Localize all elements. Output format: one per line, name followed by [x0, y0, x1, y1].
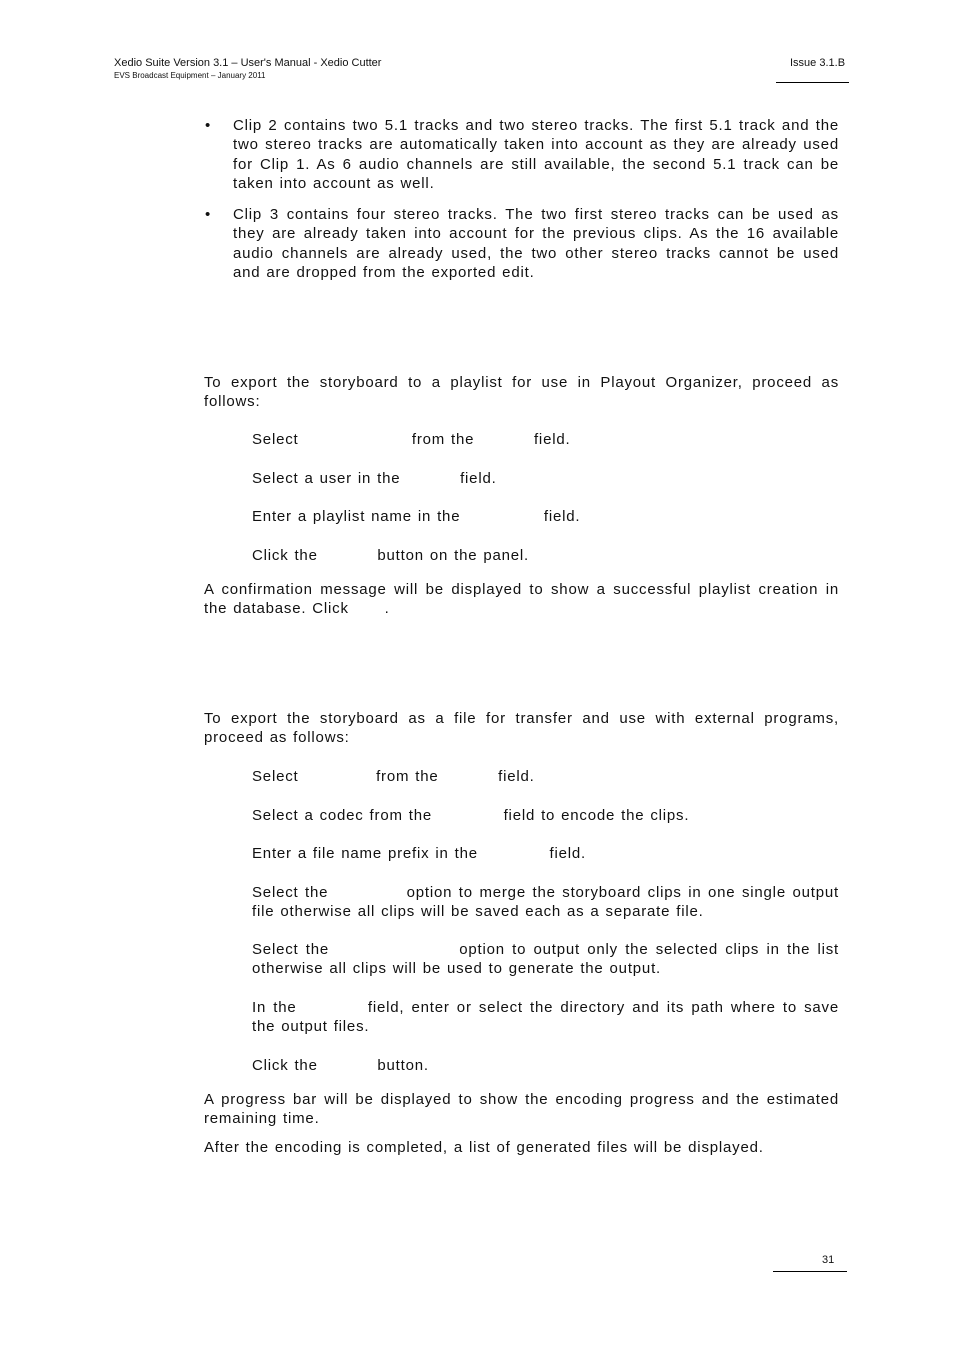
- file-export-step: Click the button.: [252, 1057, 429, 1074]
- file-export-step: Select from the field.: [252, 768, 535, 785]
- completion-note: After the encoding is completed, a list of generated files will be displayed.: [204, 1139, 764, 1156]
- playlist-intro: To export the storyboard to a playlist for use in Playout Organizer, proceed as follows:: [204, 374, 839, 411]
- header-issue: Issue 3.1.B: [790, 57, 846, 69]
- header-rule: [776, 82, 849, 83]
- page-number: 31: [822, 1254, 835, 1266]
- progress-note: A progress bar will be displayed to show the encoding progress and the estimated remaining time.: [204, 1091, 839, 1128]
- running-header: [114, 57, 381, 80]
- bullet-item-clip3: Clip 3 contains four stereo tracks. The two first stereo tracks can be used as they are already taken into account for the previous clips. As the 16 available audio channels are already used, the two other stereo tracks cannot be used and are dropped from the exported edit.: [233, 206, 839, 281]
- bullet-item-clip2: Clip 2 contains two 5.1 tracks and two stereo tracks. The first 5.1 track and the two stereo tracks are automatically taken into account as they are already used for Clip 1. As 6 audio channels are still available, the second 5.1 track can be taken into account as well.: [233, 117, 839, 192]
- playlist-confirmation: A confirmation message will be displayed to show a successful playlist creation in the database. Click .: [204, 581, 845, 618]
- file-export-intro: To export the storyboard as a file for transfer and use with external programs, proceed as follows:: [204, 710, 839, 747]
- file-export-step: Select the option to output only the selected clips in the list otherwise all clips will be used to generate the output.: [252, 941, 845, 978]
- footer-rule: [773, 1271, 847, 1272]
- bullet-icon: •: [205, 117, 211, 134]
- playlist-step: Enter a playlist name in the field.: [252, 508, 581, 525]
- file-export-step: In the field, enter or select the directory and its path where to save the output files.: [252, 999, 845, 1036]
- playlist-step: Select from the field.: [252, 431, 571, 448]
- header-title: Xedio Suite Version 3.1 – User's Manual - Xedio Cutter: [114, 57, 382, 69]
- file-export-step: Enter a file name prefix in the field.: [252, 845, 586, 862]
- header-subtitle: EVS Broadcast Equipment – January 2011: [114, 70, 266, 80]
- file-export-step: Select a codec from the field to encode the clips.: [252, 807, 690, 824]
- file-export-step: Select the option to merge the storyboard clips in one single output file otherwise all clips will be saved each as a separate file.: [252, 884, 845, 921]
- playlist-step: Click the button on the panel.: [252, 547, 530, 564]
- bullet-icon: •: [205, 206, 211, 223]
- playlist-step: Select a user in the field.: [252, 470, 497, 487]
